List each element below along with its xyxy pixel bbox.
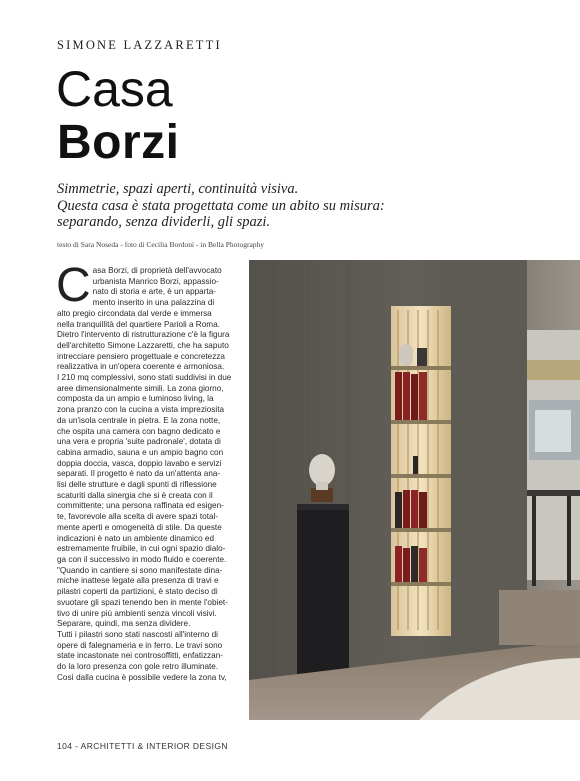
interior-photo (249, 260, 580, 720)
article-line: nato di storia e arte, è un apparta- (92, 287, 217, 297)
lead-line: separando, senza dividerli, gli spazi. (57, 214, 271, 230)
interior-photo-illustration (249, 260, 580, 720)
page-folio: 104 - ARCHITETTI & INTERIOR DESIGN (57, 741, 228, 751)
article-line: opere di falegnameria e in ferro. Le travi sono (57, 640, 223, 650)
article-line: scaturiti dalla sinergia che si è creata con il (57, 490, 213, 500)
article-line: Separare, quindi, ma senza dividere. (57, 619, 191, 629)
article-line: mente aperti e omogeneità di stile. Da queste (57, 522, 222, 532)
article-line: urbanista Manrico Borzi, appassio- (92, 276, 219, 286)
author-kicker: SIMONE LAZZARETTI (57, 38, 222, 52)
article-line: aree dimensionalmente simili. La zona giorno, (57, 383, 224, 393)
article-body (56, 259, 235, 683)
title-line-1: Casa (56, 61, 173, 117)
article-line: alto pregio circondata dal verde e immersa (57, 308, 212, 318)
article-line: svuotare gli spazi tenendo ben in mente l'obiet- (57, 597, 228, 607)
article-line: Dietro l'intervento di ristrutturazione c'è la figura (57, 330, 230, 340)
article-line: composta da un ampio e luminoso living, la (57, 394, 214, 404)
article-line: te, favorevole alla scelta di avere spazi total- (57, 512, 219, 522)
article-line: tivo di unire più ambienti senza vincoli visivi. (57, 608, 217, 618)
article-line: miche inattese legate alla presenza di travi e (57, 576, 219, 586)
title-line-2: Borzi (57, 116, 180, 169)
article-line: mento inserito in una palazzina di (92, 298, 215, 308)
article-line: estremamente fruibile, in cui ogni spazio dialo- (57, 544, 226, 554)
article-line: che ospita una camera con bagno dedicato e (57, 426, 221, 436)
drop-cap: C (56, 259, 91, 312)
article-line: separati. Il progetto è nato da un'attenta ana- (57, 469, 221, 479)
article-line: dell'architetto Simone Lazzaretti, che ha saputo (57, 340, 229, 350)
article-line: I 210 mq complessivi, sono stati suddivisi in due (57, 373, 232, 383)
article-line: pilastri coperti da partizioni, è stato deciso di (57, 587, 218, 597)
article-line: Così dalla cucina è possibile vedere la zona tv, (57, 672, 227, 682)
lead-line: Questa casa è stata progettata come un abito su misura: (57, 197, 385, 214)
lead-line: Simmetrie, spazi aperti, continuità visiva. (57, 181, 299, 197)
article-line: state incastonate nei controsoffitti, enfatizzan- (57, 651, 223, 661)
article-line: nella tranquillità del quartiere Parioli a Roma. (57, 319, 220, 329)
article-line: "Quando in cantiere si sono manifestate dina- (57, 565, 223, 575)
article-line: realizzativa in un'opera coerente e armoniosa. (57, 362, 225, 372)
article-line: indicazioni è nato un ambiente dinamico ed (57, 533, 215, 543)
article-line: zona pranzo con la cucina a vista impreziosita (57, 405, 225, 415)
article-line: do la loro presenza con gole retro illuminate. (57, 662, 219, 672)
article-line: intrecciare pensiero progettuale e concretezza (57, 351, 225, 361)
article-line: Tutti i pilastri sono stati nascosti all'interno di (57, 629, 218, 639)
article-line: lisi delle strutture e dagli spunti di riflessione (57, 480, 217, 490)
article-line: ga con il successivo in modo fluido e coerente. (57, 554, 227, 564)
article-line: una vera e propria 'suite padronale', dotata di (57, 437, 221, 447)
article-line: committente; una persona raffinata ed esigen- (57, 501, 224, 511)
article-line: asa Borzi, di proprietà dell'avvocato (92, 266, 222, 275)
article-line: da un'isola centrale in pietra. E la zona notte, (57, 415, 221, 425)
photo-credits: testo di Sara Noseda - foto di Cecilia Bordoni - in Bella Photography (57, 240, 265, 249)
article-text (56, 259, 235, 683)
article-line: cabina armadio, sauna e un ampio bagno con (57, 447, 224, 457)
article-line: doppia doccia, vasca, doppio lavabo e servizi (57, 458, 222, 468)
lead-paragraph (57, 181, 527, 231)
